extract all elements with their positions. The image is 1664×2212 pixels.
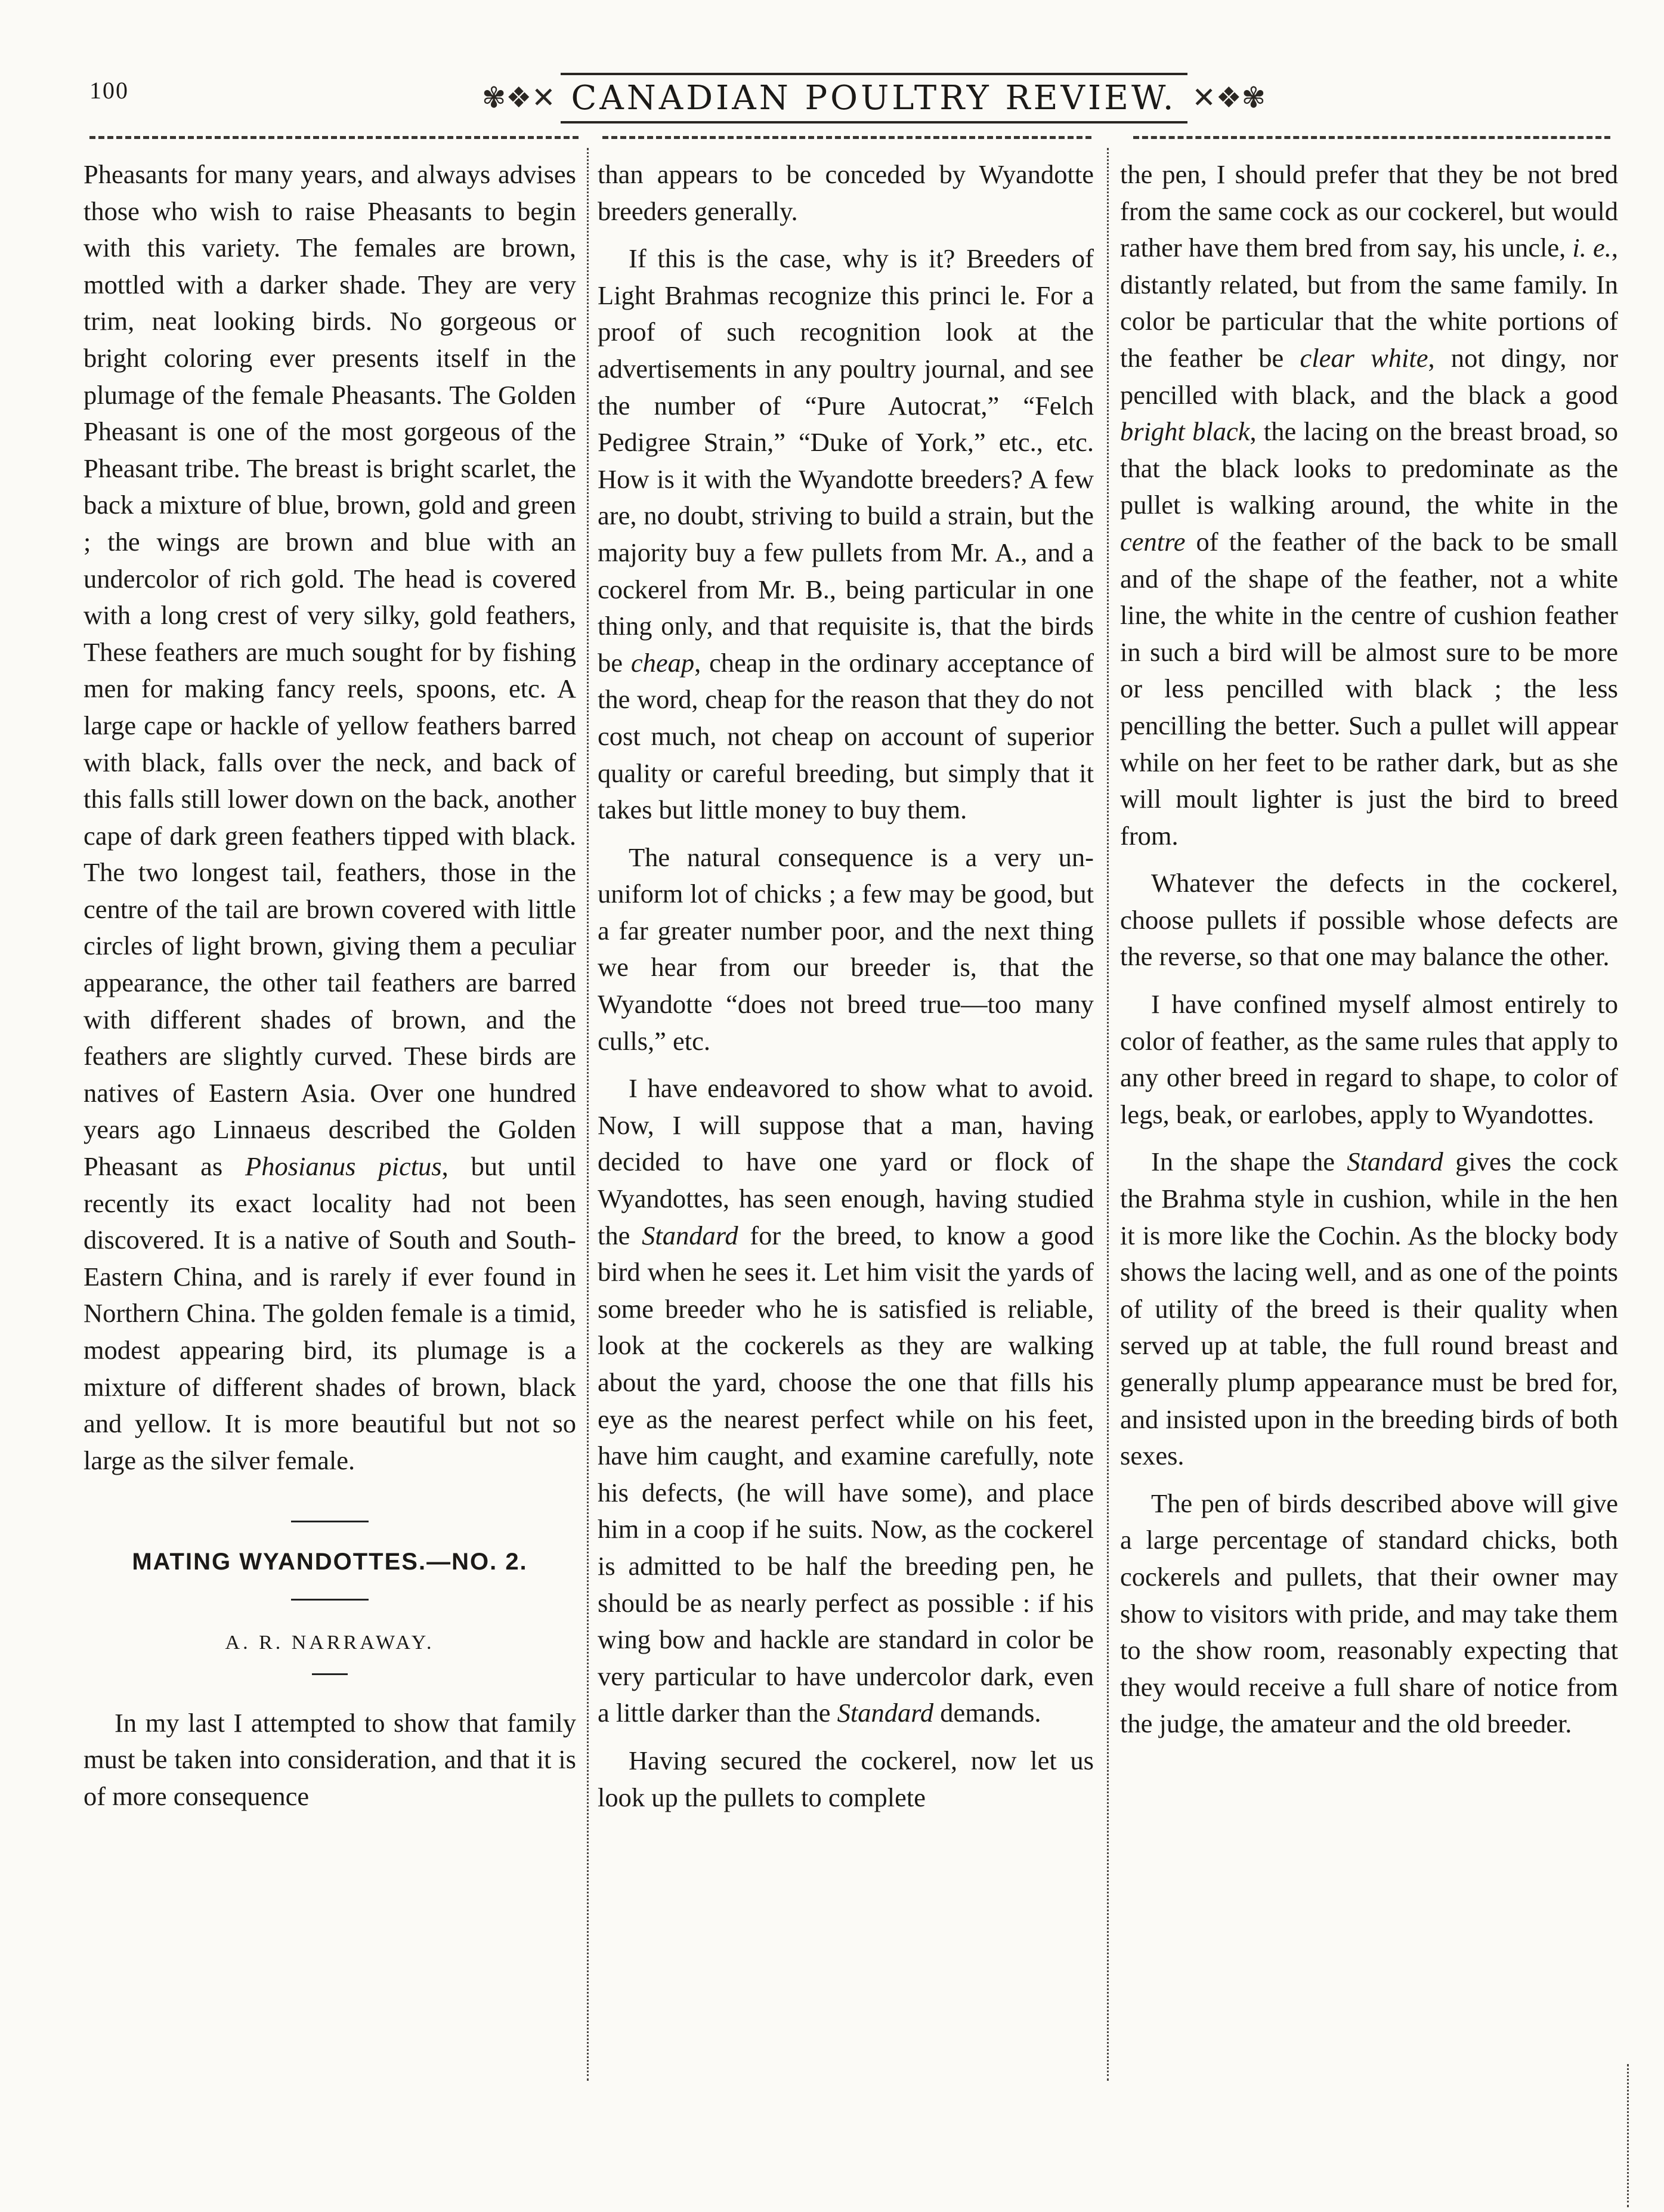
margin-rule: [1627, 2064, 1629, 2207]
author-byline: A. R. NARRAWAY.: [225, 1631, 435, 1654]
column-divider: [587, 148, 589, 2081]
paragraph: In my last I attempted to show that family must be taken into consideration, and that it is of more consequence: [83, 1707, 576, 1811]
ornament-right-icon: ✕❖✾: [1192, 82, 1266, 114]
separator-rule: [291, 1599, 369, 1601]
column-3: [1120, 156, 1618, 1753]
separator-rule: [291, 1521, 369, 1522]
column-divider: [1107, 148, 1109, 2081]
masthead: [482, 64, 1266, 131]
paragraph: than appears to be conceded by Wyandotte breeders generally.: [598, 159, 1094, 226]
ornament-left-icon: ✾❖✕: [482, 82, 556, 114]
paragraph: Pheasants for many years, and always advises those who wish to raise Pheasants to begin with this variety. The females are brown, mottled with a darker shade. They are very trim, neat looking birds. No gorgeous or bright coloring ever presents itself in the plumage of the female Pheasants. The Golden Pheasant is one of the most gorgeous of the Pheasant tribe. The breast is bright scarlet, the back a mixture of blue, brown, gold and green ; the wings are brown and blue with an undercolor of rich gold. The head is covered with a long crest of very silky, gold feathers, These feathers are much sought for by fishing men for making fancy reels, spoons, etc. A large cape or hackle of yellow feathers barred with black, falls over the neck, and back of this falls still lower down on the back, another cape of dark green feathers tipped with black. The two longest tail, feathers, those in the centre of the tail are brown covered with little circles of light brown, giving them a peculiar appearance, the other tail feathers are barred with different shades of brown, and the feathers are slightly curved. These birds are natives of Eastern Asia. Over one hundred years ago Linnaeus described the Golden Pheasant as Phosianus pictus, but until recently its exact locality had not been discovered. It is a native of South and South-Eastern China, and is rarely if ever found in Northern China. The golden female is a timid, modest appearing bird, its plumage is a mixture of different shades of brown, black and yellow. It is more beautiful but not so large as the silver female.: [83, 159, 576, 1475]
paragraph: the pen, I should prefer that they be not bred from the same cock as our cockerel, but would rather have them bred from say, his uncle, i. e., distantly related, but from the same family. In color be particular that the white portions of the feather be clear white, not dingy, nor pencilled with black, and the black a good bright black, the lacing on the breast broad, so that the black looks to predominate as the pullet is walking around, the white in the centre of the feather of the back to be small and of the shape of the feather, not a white line, the white in the centre of cushion feather in such a bird will be almost sure to be more or less pencilled with black ; the less pencilling the better. Such a pullet will appear while on her feet to be rather dark, but as she will moult lighter is just the bird to breed from.: [1120, 159, 1619, 851]
paragraph: The pen of birds described above will give a large percentage of standard chicks, both cockerels and pullets, that their owner may show to visitors with pride, and may take them to the show room, reasonably expecting that they would receive a full share of notice from the judge, the amateur and the old breeder.: [1120, 1488, 1618, 1739]
column-2: [598, 156, 1094, 1827]
page-number: 100: [89, 77, 129, 104]
paragraph: In the shape the Standard gives the cock the Brahma style in cushion, while in the hen it is more like the Cochin. As the blocky body shows the lacing well, and as one of the points of utility of the breed is their quality when served up at table, the full round breast and generally plump appearance must be bred for, and insisted upon in the breeding birds of both sexes.: [1120, 1147, 1618, 1471]
paragraph: Having secured the cockerel, now let us look up the pullets to complete: [598, 1745, 1094, 1812]
separator-rule: [312, 1673, 348, 1675]
header-rule: [1133, 136, 1610, 139]
article-heading: MATING WYANDOTTES.—NO. 2.: [132, 1549, 528, 1575]
paragraph: The natural consequence is a very un-uniform lot of chicks ; a few may be good, but a far greater number poor, and the next thing we hear from our breeder is, that the Wyandotte “does not breed true—too many culls,” etc.: [598, 842, 1094, 1056]
magazine-title: CANADIAN POULTRY REVIEW.: [561, 73, 1187, 123]
column-1: [83, 156, 576, 1825]
header-rule: [602, 136, 1091, 139]
header-rule: [89, 136, 579, 139]
paragraph: I have endeavored to show what to avoid. Now, I will suppose that a man, having decided to have one yard or flock of Wyandottes, has seen enough, having studied the Standard for the breed, to know a good bird when he sees it. Let him visit the yards of some breeder who he is satisfied is reliable, look at the cockerels as they are walking about the yard, choose the one that fills his eye as the nearest perfect while on his feet, have him caught, and examine carefully, note his defects, (he will have some), and place him in a coop if he suits. Now, as the cockerel is admitted to be half the breeding pen, he should be as nearly perfect as possible : if his wing bow and hackle are standard in color be very particular to have undercolor dark, even a little darker than the Standard demands.: [598, 1073, 1094, 1728]
paragraph: Whatever the defects in the cockerel, choose pullets if possible whose defects are the reverse, so that one may balance the other.: [1120, 868, 1618, 972]
paragraph: I have confined myself almost entirely to color of feather, as the same rules that apply to any other breed in regard to shape, to color of legs, beak, or earlobes, apply to Wyandottes.: [1120, 989, 1618, 1129]
paragraph: If this is the case, why is it? Breeders of Light Brahmas recognize this princi le. For a proof of such recognition look at the advertisements in any poultry journal, and see the number of “Pure Autocrat,” “Felch Pedigree Strain,” “Duke of York,” etc., etc. How is it with the Wyandotte breeders? A few are, no doubt, striving to build a strain, but the majority buy a few pullets from Mr. A., and a cockerel from Mr. B., being particular in one thing only, and that requisite is, that the birds be cheap, cheap in the ordinary acceptance of the word, cheap for the reason that they do not cost much, not cheap on account of superior quality or careful breeding, but simply that it takes but little money to buy them.: [598, 243, 1094, 825]
